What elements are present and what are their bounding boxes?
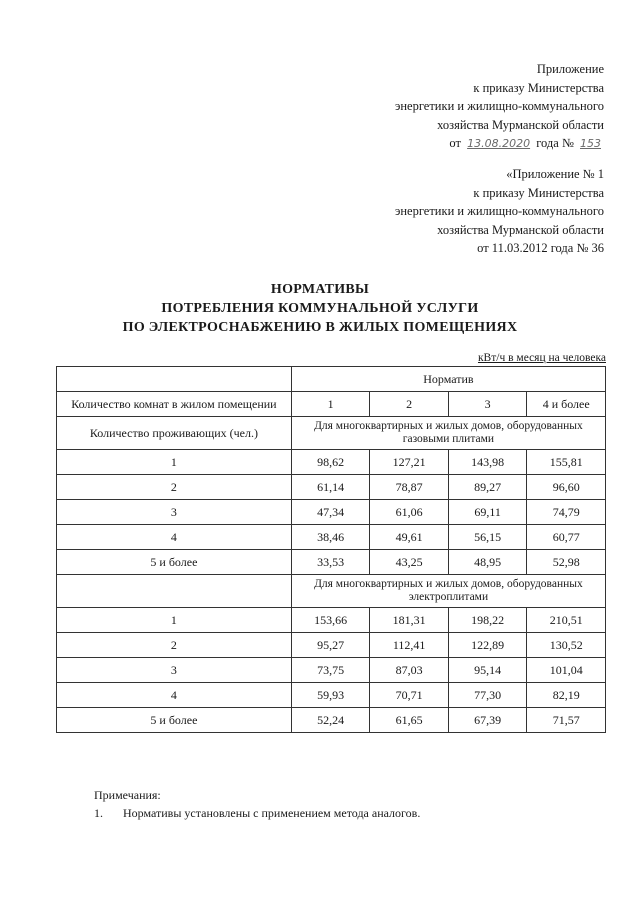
people-count-cell: 1	[57, 608, 292, 633]
table-row	[57, 450, 606, 475]
group-row	[57, 417, 606, 450]
people-count-cell: 4	[57, 525, 292, 550]
norms-table	[56, 366, 606, 733]
rooms-cell: 3	[448, 392, 527, 417]
norm-value-cell: 130,52	[527, 633, 606, 658]
norm-value-cell: 67,39	[448, 708, 527, 733]
gas-group-label: Для многоквартирных и жилых домов, оборудованных газовыми плитами	[291, 417, 605, 450]
note-text: Нормативы установлены с применением метода аналогов.	[123, 806, 421, 820]
rooms-label: Количество комнат в жилом помещении	[57, 392, 292, 417]
note-item	[94, 804, 420, 822]
norm-value-cell: 153,66	[291, 608, 370, 633]
norm-value-cell: 69,11	[448, 500, 527, 525]
unit-label: кВт/ч в месяц на человека	[477, 352, 606, 364]
norm-value-cell: 60,77	[527, 525, 606, 550]
title-line: ПО ЭЛЕКТРОСНАБЖЕНИЮ В ЖИЛЫХ ПОМЕЩЕНИЯХ	[122, 320, 518, 335]
norm-value-cell: 95,27	[291, 633, 370, 658]
appendix-date-line	[395, 134, 604, 154]
norm-value-cell: 77,30	[448, 683, 527, 708]
norm-header: Норматив	[291, 367, 605, 392]
gas-rows	[57, 450, 606, 575]
previous-appendix-header	[395, 165, 604, 258]
people-count-cell: 3	[57, 500, 292, 525]
norm-value-cell: 59,93	[291, 683, 370, 708]
rooms-cell: 2	[370, 392, 449, 417]
residents-label: Количество проживающих (чел.)	[57, 417, 292, 450]
people-count-cell: 5 и более	[57, 708, 292, 733]
table-row	[57, 708, 606, 733]
norm-value-cell: 38,46	[291, 525, 370, 550]
people-count-cell: 4	[57, 683, 292, 708]
norm-value-cell: 112,41	[370, 633, 449, 658]
appendix-line: к приказу Министерства	[473, 185, 604, 200]
norm-value-cell: 78,87	[370, 475, 449, 500]
norm-value-cell: 98,62	[291, 450, 370, 475]
norm-value-cell: 122,89	[448, 633, 527, 658]
number-prefix: года №	[536, 136, 574, 150]
norm-value-cell: 49,61	[370, 525, 449, 550]
electric-group-label: Для многоквартирных и жилых домов, оборудованных электроплитами	[291, 575, 605, 608]
handwritten-date: 13.08.2020	[467, 137, 531, 150]
norm-value-cell: 73,75	[291, 658, 370, 683]
norm-value-cell: 61,14	[291, 475, 370, 500]
handwritten-number: 153	[580, 137, 601, 150]
appendix-line: «Приложение № 1	[506, 167, 604, 181]
appendix-line: к приказу Министерства	[473, 80, 604, 95]
norm-value-cell: 181,31	[370, 608, 449, 633]
norm-value-cell: 43,25	[370, 550, 449, 575]
table-row	[57, 475, 606, 500]
people-count-cell: 2	[57, 475, 292, 500]
norm-value-cell: 127,21	[370, 450, 449, 475]
people-count-cell: 2	[57, 633, 292, 658]
norm-value-cell: 96,60	[527, 475, 606, 500]
norm-value-cell: 89,27	[448, 475, 527, 500]
blank-cell	[57, 575, 292, 608]
norm-value-cell: 87,03	[370, 658, 449, 683]
norm-value-cell: 101,04	[527, 658, 606, 683]
norm-value-cell: 70,71	[370, 683, 449, 708]
norm-value-cell: 74,79	[527, 500, 606, 525]
appendix-line: Приложение	[536, 62, 604, 76]
blank-header-cell	[57, 367, 292, 392]
norm-value-cell: 143,98	[448, 450, 527, 475]
norm-value-cell: 82,19	[527, 683, 606, 708]
group-row	[57, 575, 606, 608]
table-row	[57, 550, 606, 575]
note-number: 1.	[94, 806, 103, 820]
appendix-line: энергетики и жилищно-коммунального	[394, 99, 604, 113]
norm-value-cell: 61,06	[370, 500, 449, 525]
appendix-line: хозяйства Мурманской области	[437, 222, 604, 237]
appendix-header	[395, 60, 604, 154]
norm-value-cell: 198,22	[448, 608, 527, 633]
rooms-cell: 4 и более	[527, 392, 606, 417]
norm-value-cell: 47,34	[291, 500, 370, 525]
norm-value-cell: 95,14	[448, 658, 527, 683]
norm-value-cell: 48,95	[448, 550, 527, 575]
appendix-line: хозяйства Мурманской области	[437, 117, 604, 132]
notes-section	[94, 786, 420, 822]
norm-value-cell: 56,15	[448, 525, 527, 550]
table-row	[57, 608, 606, 633]
title-line: НОРМАТИВЫ	[270, 282, 370, 297]
norm-value-cell: 61,65	[370, 708, 449, 733]
norm-value-cell: 71,57	[527, 708, 606, 733]
table-row	[57, 683, 606, 708]
table-row	[57, 633, 606, 658]
norm-value-cell: 52,24	[291, 708, 370, 733]
table-row	[57, 500, 606, 525]
table-header-row	[57, 367, 606, 392]
appendix-line: энергетики и жилищно-коммунального	[394, 204, 604, 218]
people-count-cell: 5 и более	[57, 550, 292, 575]
rooms-cell: 1	[291, 392, 370, 417]
norm-value-cell: 210,51	[527, 608, 606, 633]
notes-heading: Примечания:	[94, 788, 161, 802]
norm-value-cell: 155,81	[527, 450, 606, 475]
people-count-cell: 1	[57, 450, 292, 475]
document-title	[0, 280, 640, 337]
norm-value-cell: 33,53	[291, 550, 370, 575]
electric-rows	[57, 608, 606, 733]
norm-value-cell: 52,98	[527, 550, 606, 575]
rooms-row	[57, 392, 606, 417]
table-row	[57, 658, 606, 683]
people-count-cell: 3	[57, 658, 292, 683]
appendix-line: от 11.03.2012 года № 36	[477, 241, 604, 255]
date-prefix: от	[449, 136, 461, 150]
title-line: ПОТРЕБЛЕНИЯ КОММУНАЛЬНОЙ УСЛУГИ	[161, 301, 479, 316]
table-row	[57, 525, 606, 550]
